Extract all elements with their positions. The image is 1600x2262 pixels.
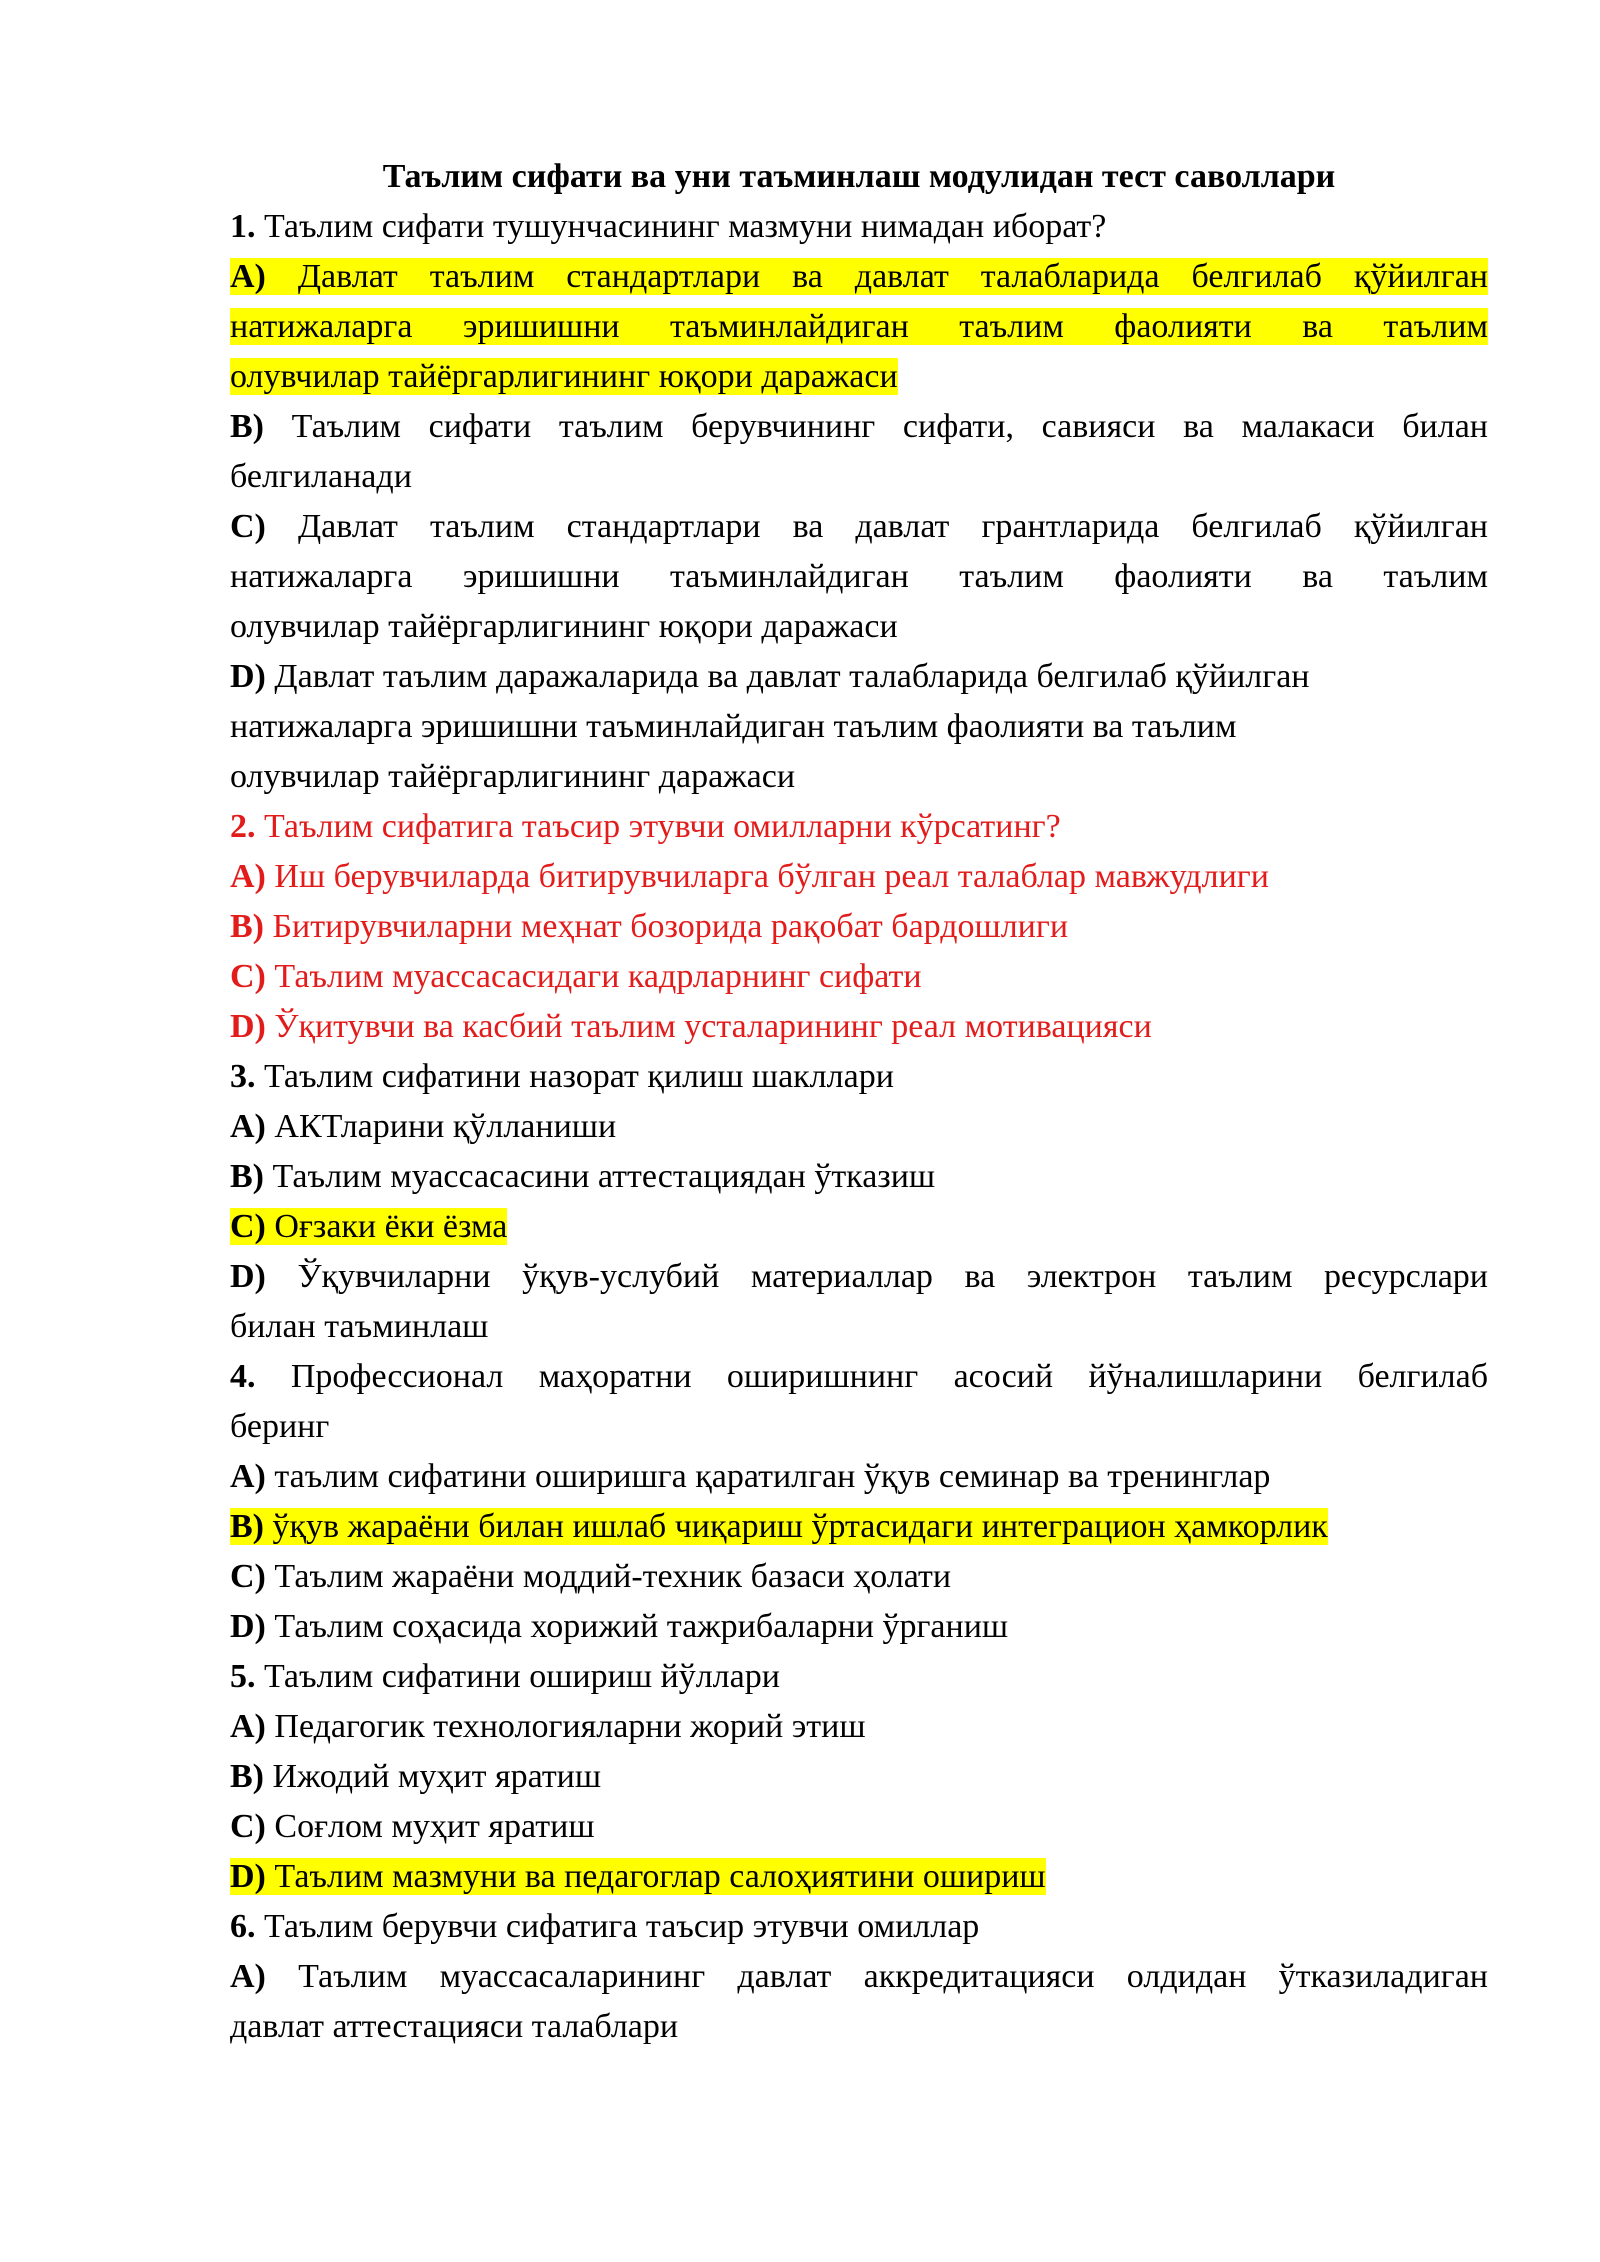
highlighted-answer: натижаларга эришишни таъминлайдиган таълим фаолияти ва таълим	[230, 308, 1488, 345]
option-text: Иш берувчиларда битирувчиларга бўлган реал талаблар мавжудлиги	[265, 858, 1269, 895]
highlighted-answer	[230, 1208, 507, 1245]
option-label: B)	[230, 1158, 264, 1195]
q5-option-a	[230, 1702, 1488, 1752]
option-label: A)	[230, 1958, 266, 1995]
highlighted-answer: олувчилар тайёргарлигининг юқори даражаси	[230, 358, 898, 395]
option-label: B)	[230, 408, 264, 445]
option-label: A)	[230, 858, 266, 895]
question-6	[230, 1902, 1488, 1952]
question-number: 5.	[230, 1658, 256, 1695]
q1-option-b-line-2: белгиланади	[230, 458, 412, 495]
q1-option-c-line-3: олувчилар тайёргарлигининг юқори даражаси	[230, 608, 898, 645]
question-number: 2.	[230, 808, 256, 845]
option-label: D)	[230, 1858, 266, 1895]
option-text: Оғзаки ёки ёзма	[265, 1208, 508, 1245]
option-text: Ўқитувчи ва касбий таълим усталарининг реал мотивацияси	[265, 1008, 1152, 1045]
question-1	[230, 202, 1488, 252]
option-text: Соғлом муҳит яратиш	[265, 1808, 595, 1845]
option-label: C)	[230, 508, 266, 545]
option-label: C)	[230, 1558, 266, 1595]
option-label: A)	[230, 1708, 266, 1745]
question-text: Таълим сифатига таъсир этувчи омилларни кўрсатинг?	[255, 808, 1061, 845]
highlighted-answer	[230, 1858, 1046, 1895]
option-text: Таълим жараёни моддий-техник базаси ҳолати	[265, 1558, 952, 1595]
option-label: D)	[230, 1608, 266, 1645]
question-5	[230, 1652, 1488, 1702]
option-text: Таълим мазмуни ва педагоглар салоҳиятини ошириш	[265, 1858, 1046, 1895]
option-text: Битирувчиларни меҳнат бозорида рақобат бардошлиги	[264, 908, 1069, 945]
question-text: Профессионал маҳоратни оширишнинг асосий йўналишларини белгилаб	[255, 1358, 1488, 1395]
q4-option-c	[230, 1552, 1488, 1602]
question-text: Таълим сифати тушунчасининг мазмуни нимадан иборат?	[255, 208, 1107, 245]
q1-option-a-line-2	[230, 302, 1488, 352]
option-label: B)	[230, 1758, 264, 1795]
question-number: 6.	[230, 1908, 256, 1945]
option-text: Таълим муассасасидаги кадрларнинг сифати	[265, 958, 922, 995]
q3-option-d-line-2: билан таъминлаш	[230, 1308, 489, 1345]
question-text: Таълим берувчи сифатига таъсир этувчи омиллар	[255, 1908, 980, 1945]
option-label: C)	[230, 1208, 266, 1245]
q2-option-c	[230, 952, 1488, 1002]
q5-option-b	[230, 1752, 1488, 1802]
q2-option-d	[230, 1002, 1488, 1052]
option-text: Давлат таълим даражаларида ва давлат талабларида белгилаб қўйилган	[265, 658, 1310, 695]
option-text: Ижодий муҳит яратиш	[264, 1758, 602, 1795]
q2-option-b	[230, 902, 1488, 952]
option-text: Педагогик технологияларни жорий этиш	[265, 1708, 866, 1745]
option-text: таълим сифатини оширишга қаратилган ўқув семинар ва тренинглар	[265, 1458, 1271, 1495]
option-label: D)	[230, 658, 266, 695]
question-text: Таълим сифатини ошириш йўллари	[255, 1658, 780, 1695]
q1-option-a-line-3	[230, 352, 1488, 402]
q5-option-c	[230, 1802, 1488, 1852]
option-text: Давлат таълим стандартлари ва давлат грантларида белгилаб қўйилган	[265, 508, 1488, 545]
option-label: A)	[230, 258, 266, 295]
option-label: C)	[230, 1808, 266, 1845]
q1-option-d-line-2: натижаларга эришишни таъминлайдиган таълим фаолияти ва таълим	[230, 708, 1237, 745]
question-3	[230, 1052, 1488, 1102]
question-number: 1.	[230, 208, 256, 245]
question-2	[230, 802, 1488, 852]
option-label: D)	[230, 1008, 266, 1045]
option-text: АКТларини қўлланиши	[265, 1108, 617, 1145]
q2-option-a	[230, 852, 1488, 902]
q6-option-a-line-1	[230, 1952, 1488, 2002]
q6-option-a-line-2: давлат аттестацияси талаблари	[230, 2008, 679, 2045]
q5-option-d	[230, 1852, 1488, 1902]
q3-option-a	[230, 1102, 1488, 1152]
option-label: B)	[230, 1508, 264, 1545]
q3-option-d-line-1	[230, 1252, 1488, 1302]
question-4-line-2: беринг	[230, 1408, 330, 1445]
q3-option-c	[230, 1202, 1488, 1252]
option-label: C)	[230, 958, 266, 995]
option-text: ўқув жараёни билан ишлаб чиқариш ўртасидаги интеграцион ҳамкорлик	[264, 1508, 1328, 1545]
q3-option-b	[230, 1152, 1488, 1202]
question-4-line-1	[230, 1352, 1488, 1402]
option-text: Таълим сифати таълим берувчининг сифати, савияси ва малакаси билан	[264, 408, 1488, 445]
question-number: 3.	[230, 1058, 256, 1095]
q4-option-a	[230, 1452, 1488, 1502]
option-label: A)	[230, 1108, 266, 1145]
option-text: Таълим муассасаларининг давлат аккредитацияси олдидан ўтказиладиган	[265, 1958, 1488, 1995]
highlighted-answer	[230, 258, 1488, 295]
q4-option-b	[230, 1502, 1488, 1552]
option-text: Давлат таълим стандартлари ва давлат талабларида белгилаб қўйилган	[265, 258, 1488, 295]
option-label: B)	[230, 908, 264, 945]
q1-option-d-line-1	[230, 652, 1488, 702]
q1-option-b-line-1	[230, 402, 1488, 452]
option-label: A)	[230, 1458, 266, 1495]
option-text: Таълим муассасасини аттестациядан ўтказиш	[264, 1158, 936, 1195]
option-text: Таълим соҳасида хорижий тажрибаларни ўрганиш	[265, 1608, 1009, 1645]
q1-option-c-line-1	[230, 502, 1488, 552]
question-number: 4.	[230, 1358, 256, 1395]
q1-option-a-line-1	[230, 252, 1488, 302]
document-title: Таълим сифати ва уни таъминлаш модулидан тест саволлари	[382, 158, 1336, 195]
q4-option-d	[230, 1602, 1488, 1652]
q1-option-d-line-3: олувчилар тайёргарлигининг даражаси	[230, 758, 796, 795]
option-label: D)	[230, 1258, 266, 1295]
question-text: Таълим сифатини назорат қилиш шакллари	[255, 1058, 894, 1095]
option-text: Ўқувчиларни ўқув-услубий материаллар ва электрон таълим ресурслари	[265, 1258, 1488, 1295]
highlighted-answer	[230, 1508, 1328, 1545]
q1-option-c-line-2: натижаларга эришишни таъминлайдиган таълим фаолияти ва таълим	[230, 558, 1488, 595]
